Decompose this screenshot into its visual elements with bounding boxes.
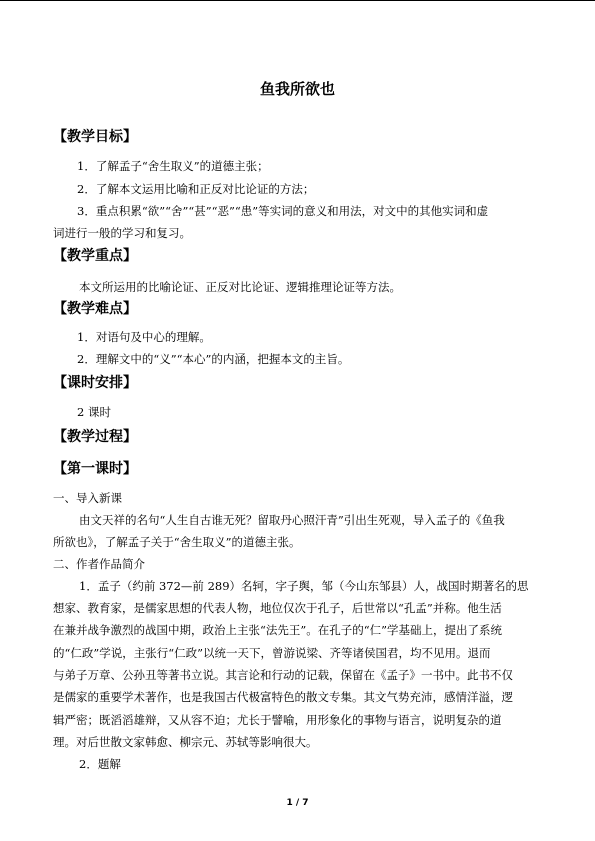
section-heading-key-points: 【教学重点】 bbox=[53, 248, 137, 264]
top-border-line bbox=[0, 0, 595, 1]
goal-item-2: 2．了解本文运用比喻和正反对比论证的方法； bbox=[77, 182, 315, 196]
part-2-paragraph-line-1: 1．孟子（约前 372—前 289）名轲，字子舆，邹（今山东邹县）人，战国时期著名的思 bbox=[79, 579, 529, 593]
part-2-paragraph-line-5: 与弟子万章、公孙丑等著书立说。其言论和行动的记载，保留在《孟子》一书中。此书不仅 bbox=[53, 668, 513, 682]
part-2-title: 二、作者作品简介 bbox=[53, 557, 145, 571]
part-1-line-1: 由文天祥的名句“人生自古谁无死？留取丹心照汗青”引出生死观，导入孟子的《鱼我 bbox=[79, 513, 505, 527]
document-title: 鱼我所欲也 bbox=[259, 80, 335, 98]
page-number: 1 / 7 bbox=[286, 798, 309, 808]
part-2-paragraph-line-8: 理。对后世散文家韩愈、柳宗元、苏轼等影响很大。 bbox=[53, 735, 318, 749]
part-2-paragraph-line-3: 在兼并战争激烈的战国中期，政治上主张“法先王”。在孔子的“仁”学基础上，提出了系统 bbox=[53, 623, 503, 637]
difficulty-item-1: 1．对语句及中心的理解。 bbox=[77, 330, 211, 344]
part-2-paragraph-line-2: 想家、教育家，是儒家思想的代表人物，地位仅次于孔子，后世常以“孔孟”并称。他生活 bbox=[53, 601, 502, 615]
difficulty-item-2: 2．理解文中的“义”“本心”的内涵，把握本文的主旨。 bbox=[77, 352, 350, 366]
goal-item-3-line-1: 3．重点积累“欲”“舍”“甚”“恶”“患”等实词的意义和用法，对文中的其他实词和虚 bbox=[77, 204, 489, 218]
section-heading-difficulties: 【教学难点】 bbox=[53, 301, 137, 317]
section-heading-teaching-goals: 【教学目标】 bbox=[53, 129, 137, 145]
goal-item-3-line-2: 词进行一般的学习和复习。 bbox=[53, 226, 191, 240]
part-2-paragraph-line-7: 辑严密；既滔滔雄辩，又从容不迫；尤长于譬喻，用形象化的事物与语言，说明复杂的道 bbox=[53, 713, 502, 727]
part-2-paragraph-line-6: 是儒家的重要学术著作，也是我国古代极富特色的散文专集。其文气势充沛，感情洋溢，逻 bbox=[53, 690, 513, 704]
section-heading-lesson-1: 【第一课时】 bbox=[53, 461, 137, 477]
section-heading-teaching-process: 【教学过程】 bbox=[53, 429, 137, 445]
key-points-text: 本文所运用的比喻论证、正反对比论证、逻辑推理论证等方法。 bbox=[79, 280, 401, 294]
part-2-paragraph-line-4: 的“仁政”学说，主张行“仁政”以统一天下，曾游说梁、齐等诸侯国君，均不见用。退而 bbox=[53, 646, 491, 660]
schedule-text: 2 课时 bbox=[77, 405, 111, 419]
part-1-line-2: 所欲也》，了解孟子关于“舍生取义”的道德主张。 bbox=[53, 535, 301, 549]
section-heading-schedule: 【课时安排】 bbox=[53, 375, 137, 391]
part-2-item-2: 2．题解 bbox=[79, 757, 121, 771]
part-1-title: 一、导入新课 bbox=[53, 491, 122, 505]
goal-item-1: 1．了解孟子“舍生取义”的道德主张； bbox=[77, 159, 269, 173]
